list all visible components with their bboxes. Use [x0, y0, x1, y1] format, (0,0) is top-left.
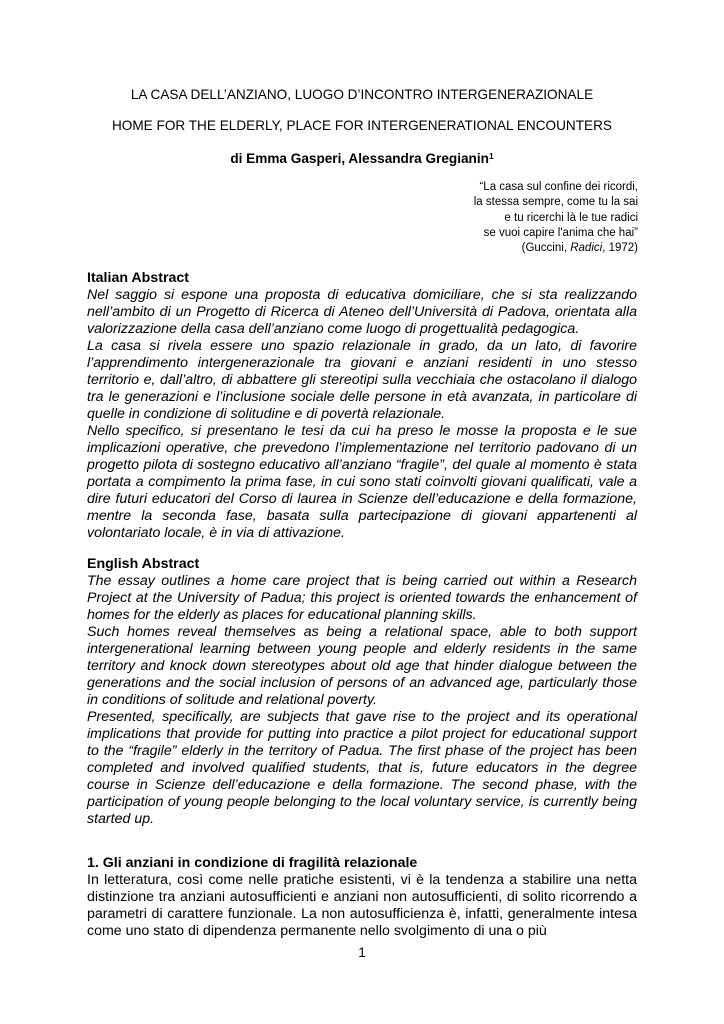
- section-1-paragraph: In letteratura, così come nelle pratiche esistenti, vi è la tendenza a stabilire una netta distinzione tra anziani autosufficienti e anziani non autosufficienti, di solito ricorrendo a parametri di carattere funzionale. La non autosufficienza è, infatti, generalmente intesa come uno stato di dipendenza permanente nello svolgimento di una o più: [87, 872, 637, 939]
- italian-abstract-paragraph: Nel saggio si espone una proposta di educativa domiciliare, che si sta realizzando nell’ambito di un Progetto di Ricerca di Ateneo dell’Università di Padova, orientata alla valorizzazione della casa dell’anziano come luogo di progettualità pedagogica.: [87, 287, 637, 337]
- english-abstract-paragraph: Presented, specifically, are subjects that gave rise to the project and its operational implications that provide for putting into practice a pilot project for educational support to the “fragile” elderly in the territory of Padua. The first phase of the project has been completed and involved qualified students, that is, future educators in the degree course in Scienze dell’educazione e della formazione. The second phase, with the participation of young people belonging to the local voluntary service, is currently being started up.: [87, 709, 637, 827]
- page-number: 1: [358, 945, 366, 960]
- section-1: [87, 855, 637, 940]
- authors-text: di Emma Gasperi, Alessandra Gregianin: [230, 151, 489, 166]
- english-abstract: [87, 556, 637, 828]
- italian-abstract-paragraph: Nello specifico, si presentano le tesi da cui ha preso le mosse la proposta e le sue implicazioni operative, che prevedono l’implementazione nel territorio padovano di un progetto pilota di sostegno educativo all’anziano “fragile”, del quale al momento è stata portata a compimento la prima fase, in cui sono stati coinvolti giovani qualificati, vale a dire futuri educatori del Corso di laurea in Scienze dell’educazione e della formazione, mentre la seconda fase, basata sulla partecipazione di giovani appartenenti al volontariato locale, è in via di attivazione.: [87, 423, 637, 541]
- epigraph-line: “La casa sul confine dei ricordi,: [479, 181, 638, 193]
- epigraph-citation: (Guccini, Radici, 1972): [521, 242, 638, 255]
- footnote-marker: 1: [488, 151, 494, 161]
- author-line: [0, 151, 724, 167]
- italian-abstract-paragraph: La casa si rivela essere uno spazio relazionale in grado, da un lato, di favorire l’apprendimento intergenerazionale tra giovani e anziani residenti in uno stesso territorio e, dall’altro, di abbattere gli stereotipi sulla vecchiaia che ostacolano il dialogo tra le generazioni e l’inclusione sociale delle persone in età avanzata, in particolare di quelle in condizione di solitudine e di povertà relazionale.: [87, 338, 637, 422]
- title-italian: LA CASA DELL’ANZIANO, LUOGO D’INCONTRO INTERGENERAZIONALE: [130, 87, 594, 102]
- italian-abstract-heading: Italian Abstract: [87, 270, 189, 286]
- english-abstract-paragraph: Such homes reveal themselves as being a relational space, able to both support intergenerational learning between young people and elderly residents in the same territory and knock down stereotypes about old age that hinder dialogue between the generations and the social inclusion of persons of an advanced age, particularly those in conditions of solitude and relational poverty.: [87, 624, 637, 708]
- english-abstract-paragraph: The essay outlines a home care project that is being carried out within a Research Project at the University of Padua; this project is oriented towards the enhancement of homes for the elderly as places for educational planning skills.: [87, 573, 637, 623]
- epigraph: [338, 180, 638, 256]
- epigraph-work-title: Radici: [570, 242, 603, 255]
- epigraph-line: e tu ricerchi là le tue radici: [504, 211, 638, 224]
- epigraph-line: la stessa sempre, come tu la sai: [473, 196, 638, 209]
- italian-abstract: [87, 270, 637, 542]
- english-abstract-heading: English Abstract: [87, 556, 200, 572]
- section-1-heading: 1. Gli anziani in condizione di fragilità relazionale: [87, 855, 418, 871]
- title-english: HOME FOR THE ELDERLY, PLACE FOR INTERGENERATIONAL ENCOUNTERS: [111, 118, 613, 133]
- epigraph-line: se vuoi capire l'anima che hai”: [483, 226, 638, 239]
